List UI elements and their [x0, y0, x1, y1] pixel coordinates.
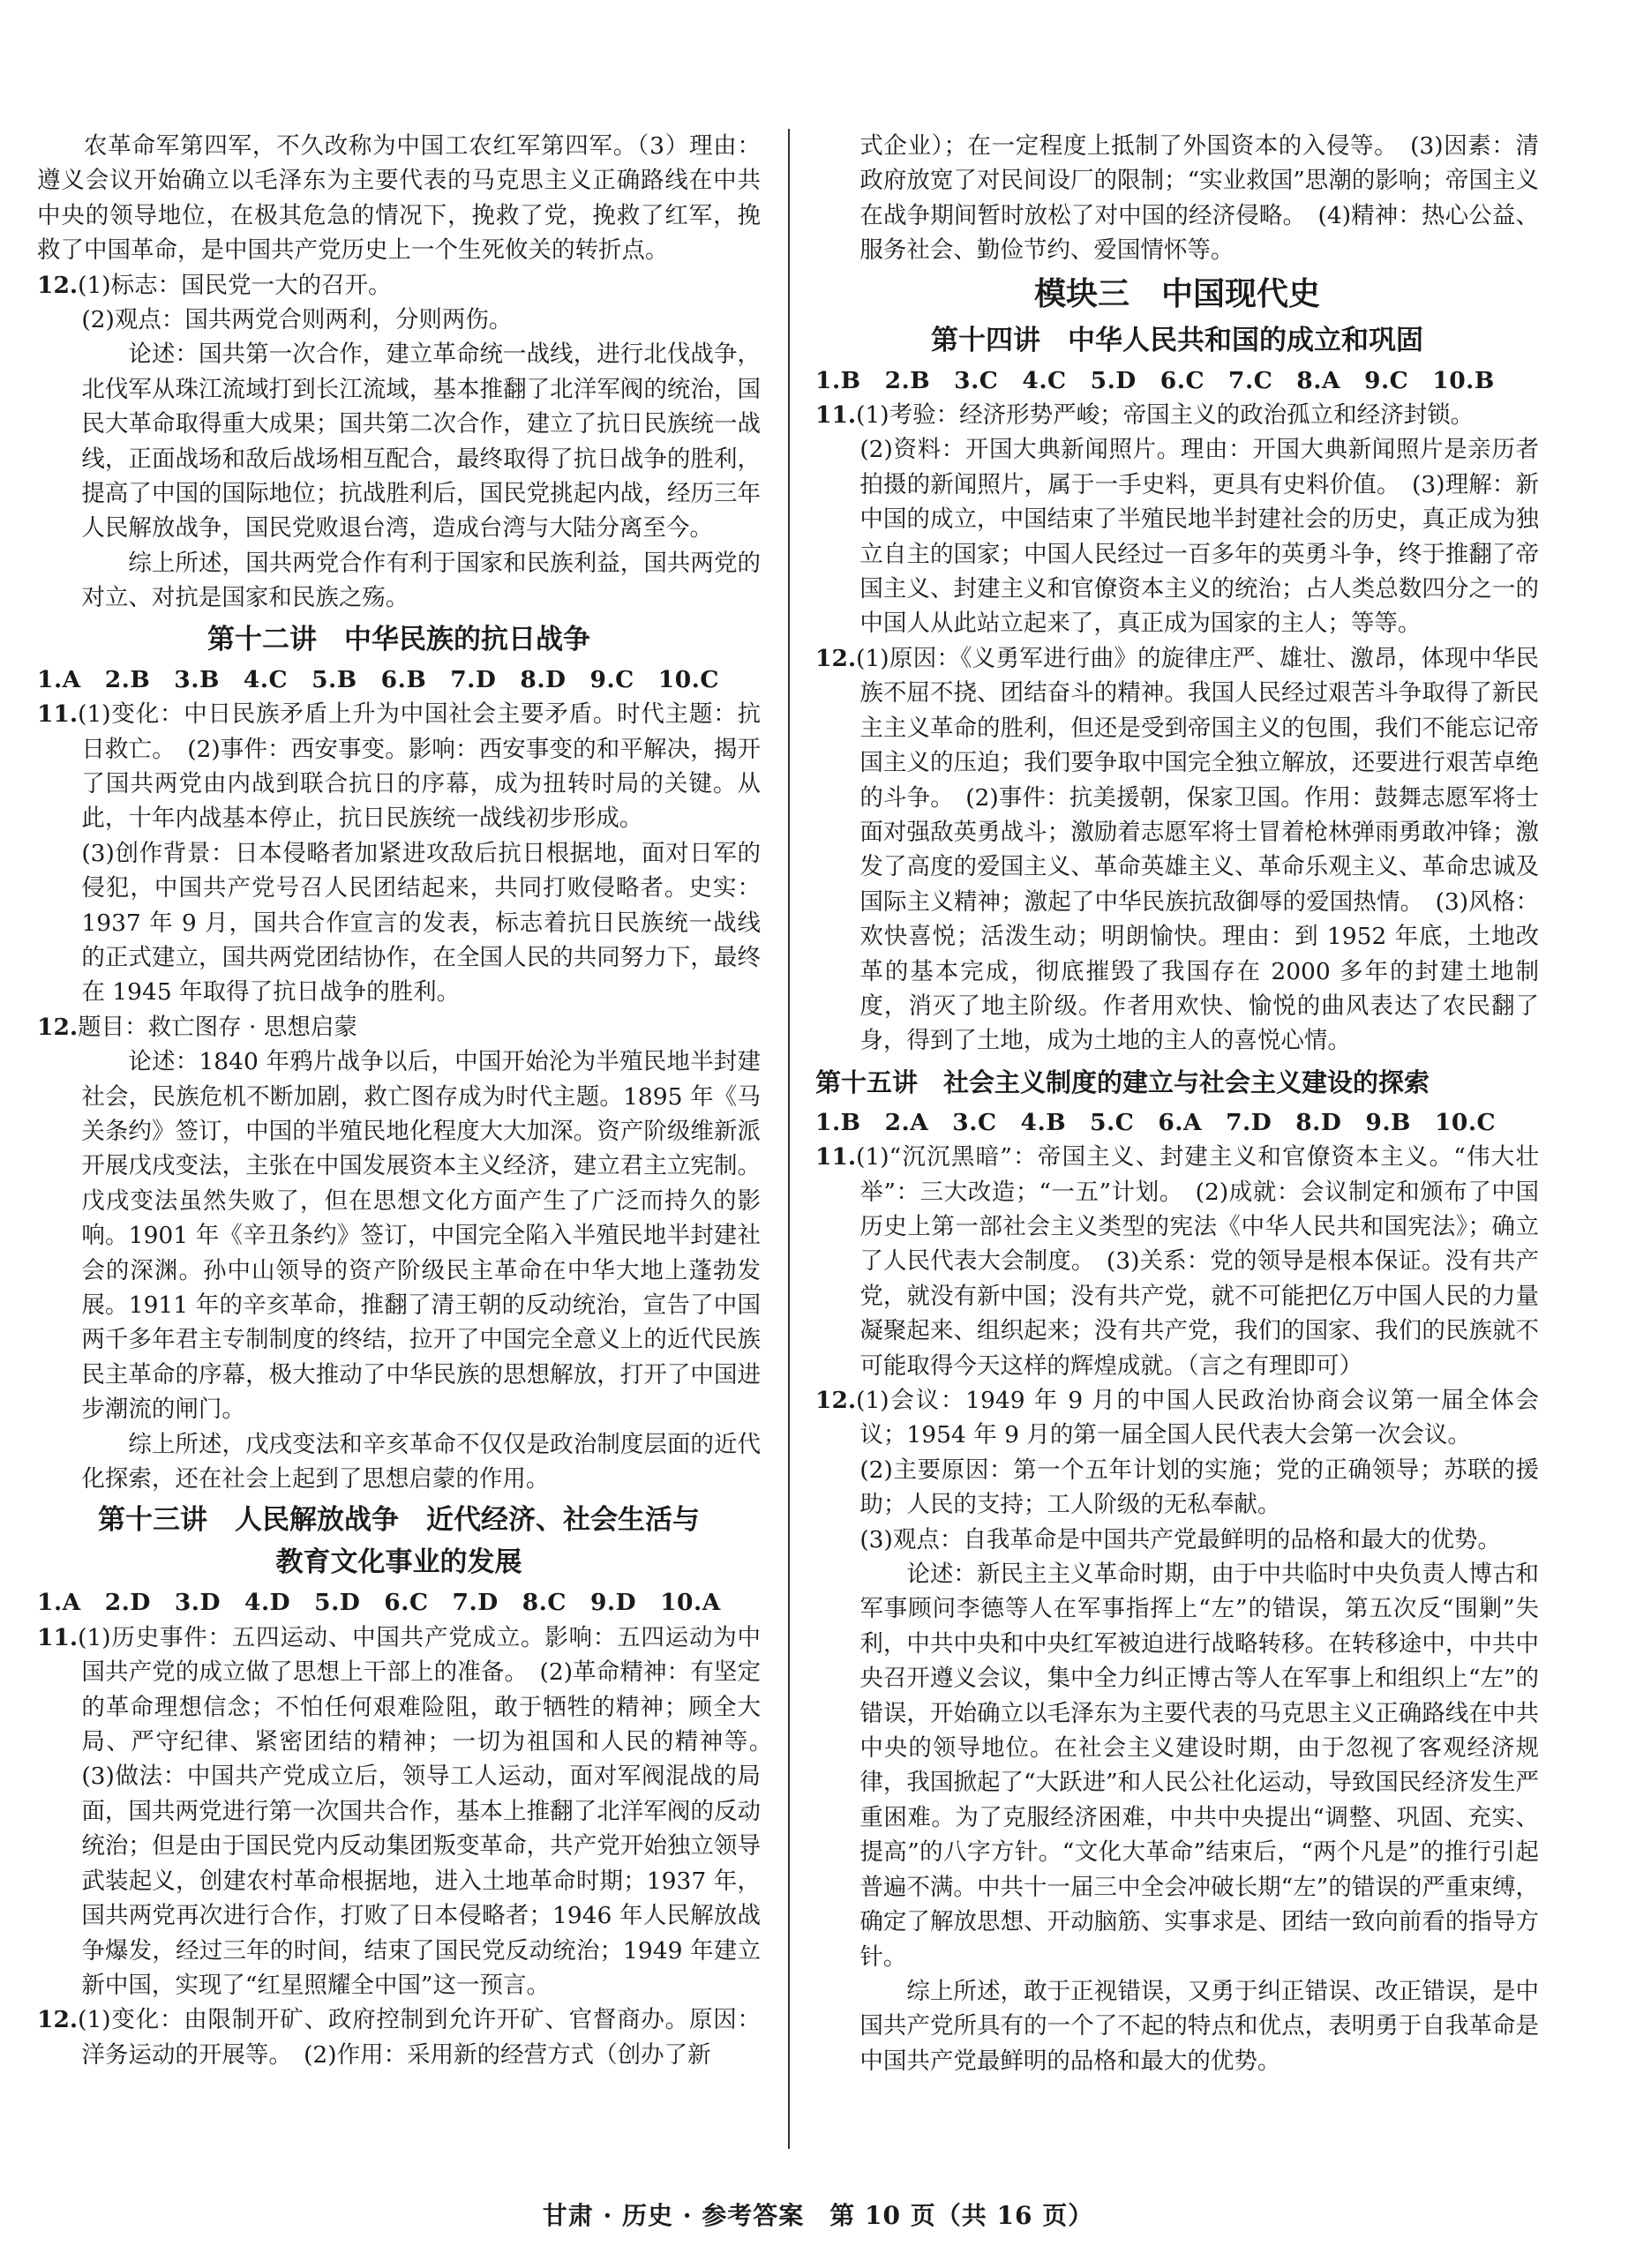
question-number: 11. [37, 1623, 79, 1651]
question-12-line [37, 2002, 761, 2072]
answer-text: (2)主要原因：第一个五年计划的实施；党的正确领导；苏联的援助；人民的支持；工人阶级的无私奉献。 [859, 1456, 1539, 1519]
choice-answers: 1.B 2.A 3.C 4.B 5.C 6.A 7.D 8.D 9.B 10.C [815, 1108, 1497, 1136]
lecture-13-heading-line2: 教育文化事业的发展 [275, 1546, 522, 1579]
choice-answers: 1.A 2.D 3.D 4.D 5.D 6.C 7.D 8.C 9.D 10.A [37, 1589, 721, 1617]
module-3-heading: 模块三 中国现代史 [1033, 274, 1320, 312]
question-12-line [815, 1383, 1539, 1453]
choice-answers: 1.B 2.B 3.C 4.C 5.D 6.C 7.C 8.A 9.C 10.B [815, 366, 1495, 394]
question-number: 11. [815, 401, 857, 430]
question-12-line [815, 641, 1539, 1059]
answer-text: 综上所述，敢于正视错误，又勇于纠正错误、改正错误，是中国共产党所具有的一个了不起的特点和优点，表明勇于自我革命是中国共产党最鲜明的品格和最大的优势。 [859, 1977, 1539, 2075]
paragraph-continuation: 农革命军第四军，不久改称为中国工农红军第四军。（3）理由：遵义会议开始确立以毛泽东为主要代表的马克思主义正确路线在中共中央的领导地位，在极其危急的情况下，挽救了党，挽救了红军，挽救了中国革命，是中国共产党历史上一个生死攸关的转折点。 [37, 132, 761, 265]
column-divider [788, 129, 790, 2149]
page-footer: 甘肃 · 历史 · 参考答案 第 10 页（共 16 页） [542, 2201, 1094, 2230]
question-12-line [37, 268, 761, 303]
choice-answers: 1.A 2.B 3.B 4.C 5.B 6.B 7.D 8.D 9.C 10.C [37, 665, 719, 693]
question-number: 12. [815, 644, 857, 672]
answer-text: (1)变化：中日民族矛盾上升为中国社会主要矛盾。时代主题：抗日救亡。 (2)事件：西安事变。影响：西安事变的和平解决，揭开了国共两党由内战到联合抗日的序幕，成为扭转时局的关键。从此，十年内战基本停止，抗日民族统一战线初步形成。 [78, 700, 761, 833]
question-11-line [37, 1621, 784, 2002]
answer-text: (3)创作背景：日本侵略者加紧进攻敌后抗日根据地，面对日军的侵犯，中国共产党号召人民团结起来，共同打败侵略者。史实：1937 年 9 月，国共合作宣言的发表，标志着抗日民族统一战线的正式建立，国共两党团结协作，在全国人民的共同努力下，最终在 1945 年取得了抗日战争的胜利。 [81, 839, 761, 1007]
lecture-13-heading: 第十三讲 人民解放战争 近代经济、社会生活与 [98, 1504, 700, 1537]
question-11-line [815, 1140, 1539, 1383]
question-number: 12. [815, 1387, 857, 1414]
answer-text: 综上所述，国共两党合作有利于国家和民族利益，国共两党的对立、对抗是国家和民族之殇。 [81, 549, 761, 612]
question-number: 12. [37, 2006, 79, 2034]
question-number: 11. [815, 1143, 857, 1171]
answer-text: (1)考验：经济形势严峻；帝国主义的政治孤立和经济封锁。 [856, 401, 1475, 430]
answer-text: (1)会议：1949 年 9 月的中国人民政治协商会议第一届全体会议；1954 年 9 月的第一届全国人民代表大会第一次会议。 [856, 1387, 1539, 1449]
lecture-15-heading: 第十五讲 社会主义制度的建立与社会主义建设的探索 [815, 1067, 1430, 1097]
lecture-12-heading: 第十二讲 中华民族的抗日战争 [207, 623, 590, 655]
answer-text: (1)原因：《义勇军进行曲》的旋律庄严、雄壮、激昂，体现中华民族不屈不挠、团结奋斗的精神。我国人民经过艰苦斗争取得了新民主主义革命的胜利，但还是受到帝国主义的包围，我们不能忘记帝国主义的压迫；我们要争取中国完全独立解放，还要进行艰苦卓绝的斗争。 (2)事件：抗美援朝，保家卫国。作用：鼓舞志愿军将士面对强敌英勇战斗；激励着志愿军将士冒着枪林弹雨勇敢冲锋；激发了高度的爱国主义、革命英雄主义、革命乐观主义、革命忠诚及国际主义精神；激起了中华民族抗敌御辱的爱国热情。 (3)风格：欢快喜悦；活泼生动；明朗愉快。理由：到 1952 年底，土地改革的基本完成，彻底摧毁了我国存在 2000 多年的封建土地制度，消灭了地主阶级。作者用欢快、愉悦的曲风表达了农民翻了身，得到了土地，成为土地的主人的喜悦心情。 [856, 644, 1539, 1055]
lecture-14-heading: 第十四讲 中华人民共和国的成立和巩固 [931, 324, 1423, 356]
answer-text: 综上所述，戊戌变法和辛亥革命不仅仅是政治制度层面的近代化探索，还在社会上起到了思想启蒙的作用。 [81, 1430, 761, 1493]
question-number: 12. [37, 1013, 79, 1041]
answer-text: 题目：救亡图存 · 思想启蒙 [78, 1013, 357, 1041]
answer-text: (1)历史事件：五四运动、中国共产党成立。影响：五四运动为中国共产党的成立做了思想上干部上的准备。 (2)革命精神：有坚定的革命理想信念；不怕任何艰难险阻，敢于牺牲的精神；顾全大局、严守纪律、紧密团结的精神；一切为祖国和人民的精神等。 (3)做法：中国共产党成立后，领导工人运动，面对军阀混战的局面，国共两党进行第一次国共合作，基本上推翻了北洋军阀的反动统治；但是由于国民党内反动集团叛变革命，共产党开始独立领导武装起义，创建农村革命根据地，进入土地革命时期；1937 年，国共两党再次进行合作，打败了日本侵略者；1946 年人民解放战争爆发，经过三年的时间，结束了国民党反动统治；1949 年建立新中国，实现了“红星照耀全中国”这一预言。 [78, 1623, 784, 1999]
answer-text: (2)资料：开国大典新闻照片。理由：开国大典新闻照片是亲历者拍摄的新闻照片，属于一手史料，更具有史料价值。 (3)理解：新中国的成立，中国结束了半殖民地半封建社会的历史，真正成为独立自主的国家；中国人民经过一百多年的英勇斗争，终于推翻了帝国主义、封建主义和官僚资本主义的统治；占人类总数四分之一的中国人从此站立起来了，真正成为国家的主人；等等。 [859, 436, 1539, 638]
answer-text: (2)观点：国共两党合则两利，分则两伤。 [81, 306, 513, 334]
answer-text: (1)“沉沉黑暗”：帝国主义、封建主义和官僚资本主义。“伟大壮举”：三大改造；“一五”计划。 (2)成就：会议制定和颁布了中国历史上第一部社会主义类型的宪法《中华人民共和国宪法》；确立了人民代表大会制度。 (3)关系：党的领导是根本保证。没有共产党，就没有新中国；没有共产党，就不可能把亿万中国人民的力量凝聚起来、组织起来；没有共产党，我们的国家、我们的民族就不可能取得今天这样的辉煌成就。（言之有理即可） [856, 1143, 1539, 1380]
question-12-line [37, 1010, 761, 1044]
left-column [37, 129, 784, 2072]
right-column [815, 129, 1539, 2078]
answer-text: (3)观点：自我革命是中国共产党最鲜明的品格和最大的优势。 [859, 1525, 1501, 1553]
question-11-line [37, 697, 761, 836]
question-number: 12. [37, 271, 79, 299]
answer-text: 论述：新民主主义革命时期，由于中共临时中央负责人博古和军事顾问李德等人在军事指挥上“左”的错误，第五次反“围剿”失利，中共中央和中央红军被迫进行战略转移。在转移途中，中共中央召开遵义会议，集中全力纠正博古等人在军事上和组织上“左”的错误，开始确立以毛泽东为主要代表的马克思主义正确路线在中共中央的领导地位。在社会主义建设时期，由于忽视了客观经济规律，我国掀起了“大跃进”和人民公社化运动，导致国民经济发生严重困难。为了克服经济困难，中共中央提出“调整、巩固、充实、提高”的八字方针。“文化大革命”结束后，“两个凡是”的推行引起普遍不满。中共十一届三中全会冲破长期“左”的错误的严重束缚，确定了解放思想、开动脑筋、实事求是、团结一致向前看的指导方针。 [859, 1561, 1539, 1971]
answer-text: (1)变化：由限制开矿、政府控制到允许开矿、官督商办。原因：洋务运动的开展等。 (2)作用：采用新的经营方式（创办了新 [78, 2006, 761, 2069]
answer-text: (1)标志：国民党一大的召开。 [78, 271, 392, 299]
question-11-line [815, 398, 1539, 432]
answer-text: 论述：1840 年鸦片战争以后，中国开始沦为半殖民地半封建社会，民族危机不断加剧，救亡图存成为时代主题。1895 年《马关条约》签订，中国的半殖民地化程度大大加深。资产阶级维新派开展戊戌变法，主张在中国发展资本主义经济，建立君主立宪制。戊戌变法虽然失败了，但在思想文化方面产生了广泛而持久的影响。1901 年《辛丑条约》签订，中国完全陷入半殖民地半封建社会的深渊。孙中山领导的资产阶级民主革命在中华大地上蓬勃发展。1911 年的辛亥革命，推翻了清王朝的反动统治，宣告了中国两千多年君主专制制度的终结，拉开了中国完全意义上的近代民族民主革命的序幕，极大推动了中华民族的思想解放，打开了中国进步潮流的闸门。 [81, 1048, 761, 1424]
answer-text: 论述：国共第一次合作，建立革命统一战线，进行北伐战争，北伐军从珠江流域打到长江流域，基本推翻了北洋军阀的统治，国民大革命取得重大成果；国共第二次合作，建立了抗日民族统一战线，正面战场和敌后战场相互配合，最终取得了抗日战争的胜利，提高了中国的国际地位；抗战胜利后，国民党挑起内战，经历三年人民解放战争，国民党败退台湾，造成台湾与大陆分离至今。 [81, 341, 761, 543]
question-number: 11. [37, 700, 79, 729]
paragraph-continuation: 式企业）；在一定程度上抵制了外国资本的入侵等。 (3)因素：清政府放宽了对民间设厂的限制；“实业救国”思潮的影响；帝国主义在战争期间暂时放松了对中国的经济侵略。 (4)精神：热心公益、服务社会、勤俭节约、爱国情怀等。 [859, 132, 1539, 265]
